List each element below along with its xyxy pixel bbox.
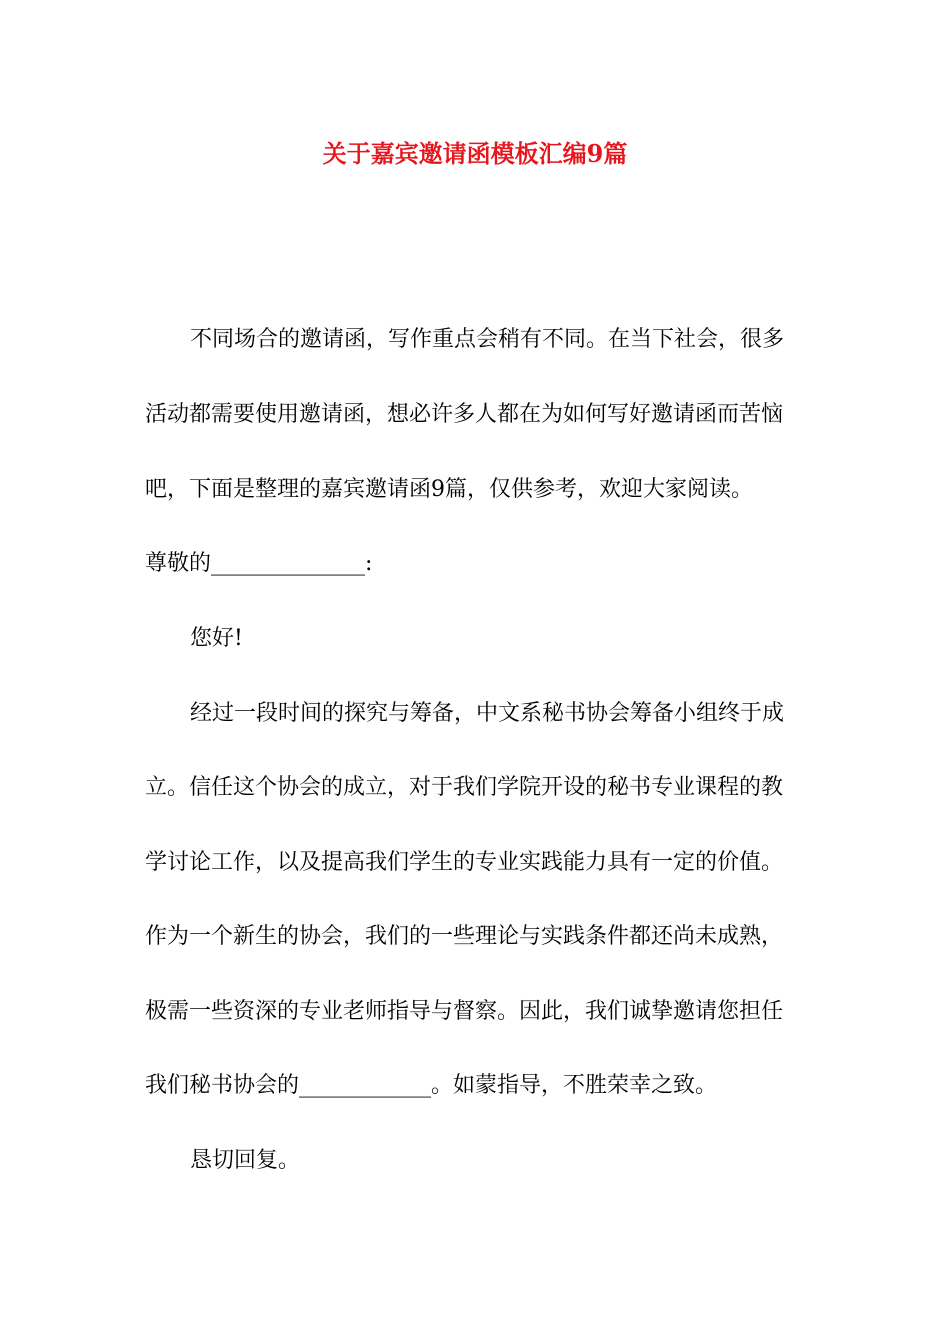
paragraph-line: 学讨论工作，以及提高我们学生的专业实践能力具有一定的价值。	[145, 850, 784, 875]
paragraph-line: 立。信任这个协会的成立，对于我们学院开设的秘书专业课程的教	[145, 775, 784, 800]
paragraph-line: 活动都需要使用邀请函，想必许多人都在为如何写好邀请函而苦恼	[145, 402, 784, 427]
paragraph-line: 吧，下面是整理的嘉宾邀请函9篇，仅供参考，欢迎大家阅读。	[145, 477, 753, 502]
paragraph-line: 经过一段时间的探究与筹备，中文系秘书协会筹备小组终于成	[190, 701, 785, 726]
document-title: 关于嘉宾邀请函模板汇编9篇	[322, 139, 628, 168]
paragraph-line: 不同场合的邀请函，写作重点会稍有不同。在当下社会，很多	[190, 327, 785, 352]
paragraph-line: 极需一些资深的专业老师指导与督察。因此，我们诚挚邀请您担任	[145, 999, 784, 1024]
paragraph-line: 我们秘书协会的____________。如蒙指导，不胜荣幸之致。	[145, 1073, 718, 1098]
paragraph-line: 作为一个新生的协会，我们的一些理论与实践条件都还尚未成熟，	[145, 924, 784, 949]
salutation-line: 尊敬的______________:	[145, 551, 373, 576]
closing-line: 恳切回复。	[190, 1148, 301, 1173]
greeting-line: 您好!	[190, 626, 243, 651]
